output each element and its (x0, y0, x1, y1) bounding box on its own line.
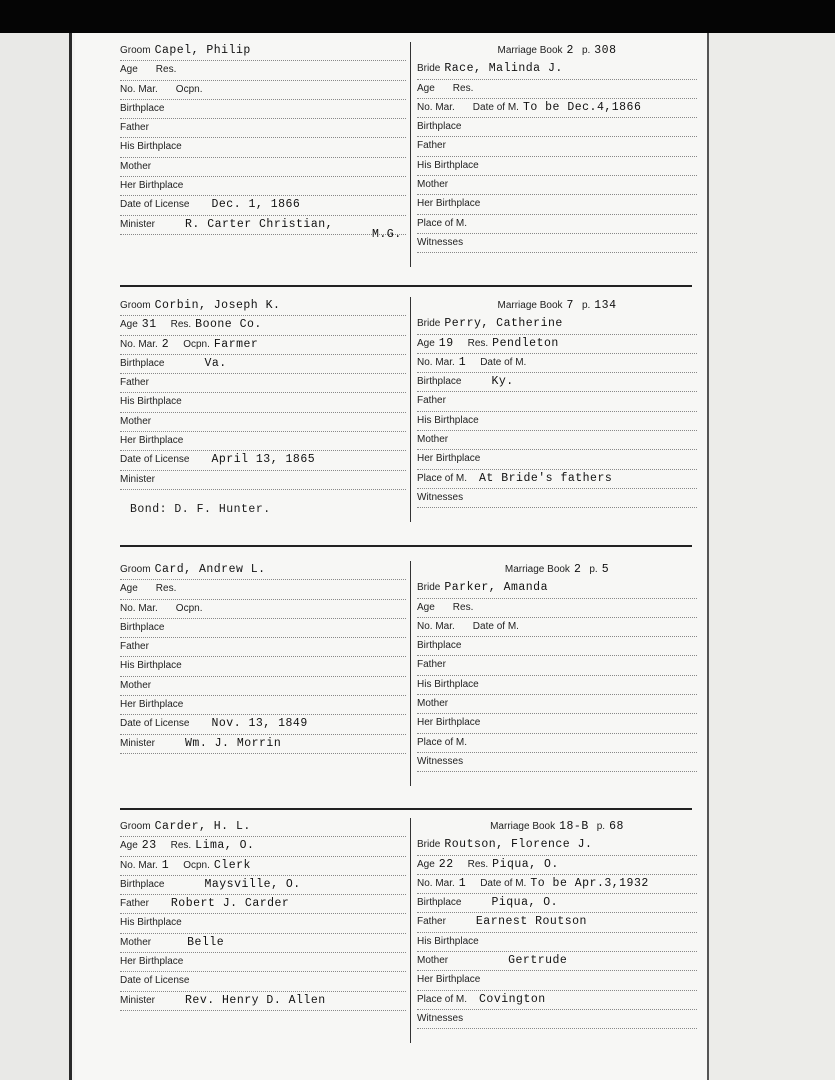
mother-row (120, 677, 406, 696)
res-value: Boone Co. (195, 318, 262, 332)
father-row (120, 119, 406, 138)
witnesses-row (417, 489, 697, 508)
his-birthplace-label: His Birthplace (120, 917, 182, 929)
bride-row (417, 579, 697, 598)
scan-top-border (0, 0, 835, 33)
page-value: 308 (594, 44, 617, 57)
ocpn-value: Farmer (213, 337, 259, 351)
no-mar-value: 1 (161, 858, 170, 872)
date-of-license-label: Date of License (120, 454, 190, 466)
res-label: Res. (452, 82, 474, 94)
ocpn-label: Ocpn. (183, 338, 210, 350)
groom-label: Groom (120, 45, 151, 56)
p-label: p. (589, 564, 598, 575)
res-label: Res. (467, 858, 489, 870)
bride-birthplace-row (417, 894, 697, 913)
place-of-m-label: Place of M. (417, 993, 468, 1005)
minister-suffix: M.G. (372, 228, 402, 241)
place-of-m-label: Place of M. (417, 736, 468, 748)
age-label: Age (417, 601, 435, 613)
groom-label: Groom (120, 564, 151, 575)
age-value: 31 (141, 318, 157, 332)
bride-his-birthplace-row (417, 412, 697, 431)
birthplace-row (120, 355, 406, 374)
minister-label: Minister (120, 994, 156, 1006)
bride-no-mar-value: 1 (458, 355, 467, 369)
birthplace-label: Birthplace (120, 102, 165, 114)
bride-no-mar-date-row (417, 99, 697, 118)
bond-note: Bond: D. F. Hunter. (130, 503, 271, 516)
date-of-license-value: Dec. 1, 1866 (211, 198, 301, 212)
bride-no-mar-value: 1 (458, 876, 467, 890)
age-res-row (120, 316, 406, 335)
minister-value: Wm. J. Morrin (185, 736, 282, 750)
age-label: Age (417, 82, 435, 94)
bride-mother-value: Gertrude (508, 954, 568, 968)
marriage-book-row (417, 818, 697, 836)
her-birthplace-row (120, 696, 406, 715)
bride-label: Bride (417, 582, 441, 594)
groom-value: Carder, H. L. (154, 820, 251, 833)
age-res-row (120, 61, 406, 80)
birthplace-value: Va. (204, 356, 227, 370)
bride-value: Perry, Catherine (444, 317, 563, 331)
no-mar-ocpn-row (120, 81, 406, 100)
bride-mother-row (417, 431, 697, 450)
res-value: Lima, O. (195, 839, 255, 853)
bride-father-row (417, 392, 697, 411)
p-label: p. (581, 300, 591, 311)
father-label: Father (417, 659, 446, 671)
witnesses-row (417, 1010, 697, 1029)
no-mar-ocpn-row (120, 600, 406, 619)
marriage-book-label: Marriage Book (497, 45, 563, 56)
bride-her-birthplace-row (417, 714, 697, 733)
mother-label: Mother (417, 434, 449, 446)
date-of-license-row (120, 451, 406, 470)
minister-row (120, 735, 406, 754)
her-birthplace-row (120, 177, 406, 196)
bride-res-value: Pendleton (492, 336, 559, 350)
father-label: Father (120, 898, 149, 910)
bride-value: Parker, Amanda (444, 581, 548, 595)
marriage-record (120, 42, 770, 282)
age-label: Age (120, 64, 138, 76)
minister-row (120, 992, 406, 1011)
father-row (120, 638, 406, 657)
bride-row (417, 60, 697, 79)
bride-birthplace-row (417, 637, 697, 656)
bride-mother-row (417, 695, 697, 714)
his-birthplace-label: His Birthplace (417, 935, 479, 947)
bride-res-value: Piqua, O. (492, 857, 559, 871)
age-label: Age (120, 583, 138, 595)
bride-value: Routson, Florence J. (444, 838, 593, 852)
groom-row (120, 42, 406, 61)
ocpn-label: Ocpn. (175, 602, 203, 614)
mother-label: Mother (417, 698, 449, 710)
date-of-license-label: Date of License (120, 199, 190, 211)
birthplace-label: Birthplace (417, 121, 462, 133)
his-birthplace-label: His Birthplace (417, 678, 479, 690)
birthplace-label: Birthplace (120, 357, 165, 369)
no-mar-label: No. Mar. (417, 620, 455, 632)
date-of-m-label: Date of M. (480, 356, 527, 368)
bride-father-row (417, 137, 697, 156)
ocpn-label: Ocpn. (183, 859, 210, 871)
witnesses-label: Witnesses (417, 491, 464, 503)
bride-column (410, 561, 701, 786)
place-of-m-row (417, 734, 697, 753)
marriage-book-row (417, 42, 697, 60)
her-birthplace-label: Her Birthplace (120, 435, 184, 447)
age-res-row (120, 837, 406, 856)
bride-column (410, 42, 701, 267)
groom-row (120, 297, 406, 316)
minister-row (120, 216, 406, 235)
mother-label: Mother (120, 415, 152, 427)
res-label: Res. (155, 64, 177, 76)
her-birthplace-row (120, 432, 406, 451)
place-of-m-label: Place of M. (417, 472, 468, 484)
res-label: Res. (170, 840, 192, 852)
bride-father-value: Earnest Routson (475, 915, 587, 929)
father-label: Father (120, 377, 149, 389)
page-value: 134 (594, 299, 617, 312)
record-separator (120, 545, 692, 547)
her-birthplace-row (120, 953, 406, 972)
marriage-record (120, 297, 770, 537)
mother-row (120, 934, 406, 953)
ocpn-label: Ocpn. (175, 83, 203, 95)
age-value: 23 (141, 839, 157, 853)
bride-label: Bride (417, 318, 441, 330)
bride-age-res-row (417, 80, 697, 99)
bride-column (410, 297, 701, 522)
no-mar-label: No. Mar. (120, 83, 158, 95)
bride-row (417, 836, 697, 855)
father-label: Father (120, 122, 149, 134)
date-of-m-value: To be Dec.4,1866 (522, 100, 642, 114)
witnesses-label: Witnesses (417, 755, 464, 767)
date-of-m-label: Date of M. (480, 877, 527, 889)
bride-row (417, 315, 697, 334)
res-label: Res. (452, 601, 474, 613)
his-birthplace-label: His Birthplace (417, 414, 479, 426)
father-label: Father (417, 916, 446, 928)
bride-her-birthplace-row (417, 450, 697, 469)
marriage-book-row (417, 297, 697, 315)
date-of-license-label: Date of License (120, 975, 190, 987)
groom-column (120, 561, 410, 754)
p-label: p. (596, 821, 606, 832)
bride-birthplace-value: Piqua, O. (491, 896, 559, 910)
date-of-license-row (120, 972, 406, 991)
bride-age-res-row (417, 335, 697, 354)
date-of-license-row (120, 715, 406, 734)
minister-label: Minister (120, 218, 156, 230)
no-mar-label: No. Mar. (417, 877, 455, 889)
minister-value: R. Carter Christian, (185, 217, 334, 231)
her-birthplace-label: Her Birthplace (417, 198, 481, 210)
date-of-license-value: Nov. 13, 1849 (211, 717, 308, 731)
bride-no-mar-date-row (417, 875, 697, 894)
bride-column (410, 818, 701, 1043)
birthplace-row (120, 619, 406, 638)
her-birthplace-label: Her Birthplace (120, 699, 184, 711)
bride-no-mar-date-row (417, 354, 697, 373)
groom-column (120, 818, 410, 1011)
his-birthplace-row (120, 138, 406, 157)
bride-her-birthplace-row (417, 195, 697, 214)
father-label: Father (120, 641, 149, 653)
birthplace-label: Birthplace (417, 376, 462, 388)
minister-value: Rev. Henry D. Allen (185, 993, 326, 1007)
bride-label: Bride (417, 839, 441, 851)
no-mar-label: No. Mar. (120, 859, 158, 871)
bride-his-birthplace-row (417, 157, 697, 176)
date-of-m-label: Date of M. (472, 101, 519, 113)
mother-label: Mother (120, 160, 152, 172)
groom-column (120, 42, 410, 241)
no-mar-label: No. Mar. (417, 356, 455, 368)
no-mar-ocpn-row (120, 857, 406, 876)
marriage-book-label: Marriage Book (497, 300, 563, 311)
her-birthplace-label: Her Birthplace (120, 180, 184, 192)
birthplace-label: Birthplace (120, 621, 165, 633)
his-birthplace-row (120, 657, 406, 676)
witnesses-row (417, 234, 697, 253)
father-label: Father (417, 395, 446, 407)
no-mar-ocpn-row (120, 336, 406, 355)
bride-birthplace-row (417, 118, 697, 137)
mother-label: Mother (120, 936, 152, 948)
place-of-m-value: Covington (479, 992, 546, 1006)
place-of-m-row (417, 470, 697, 489)
his-birthplace-row (120, 393, 406, 412)
place-of-m-label: Place of M. (417, 217, 468, 229)
minister-label: Minister (120, 737, 156, 749)
birthplace-label: Birthplace (417, 640, 462, 652)
ocpn-value: Clerk (213, 858, 251, 872)
bride-father-row (417, 656, 697, 675)
age-label: Age (417, 858, 435, 870)
witnesses-label: Witnesses (417, 236, 464, 248)
book-value: 7 (566, 299, 574, 312)
mother-label: Mother (417, 955, 449, 967)
minister-label: Minister (120, 473, 156, 485)
her-birthplace-label: Her Birthplace (417, 453, 481, 465)
his-birthplace-row (120, 914, 406, 933)
father-row (120, 374, 406, 393)
groom-value: Corbin, Joseph K. (154, 299, 281, 312)
bride-label: Bride (417, 63, 441, 75)
page-value: 5 (601, 563, 610, 576)
marriage-book-label: Marriage Book (504, 564, 570, 575)
groom-value: Card, Andrew L. (154, 563, 266, 576)
place-of-m-row (417, 215, 697, 234)
place-of-m-row (417, 991, 697, 1010)
marriage-book-label: Marriage Book (490, 821, 556, 832)
birthplace-value: Maysville, O. (204, 877, 301, 891)
father-value: Robert J. Carder (170, 897, 290, 911)
book-value: 2 (573, 563, 582, 576)
res-label: Res. (155, 583, 177, 595)
bride-birthplace-row (417, 373, 697, 392)
witnesses-row (417, 753, 697, 772)
bride-age-value: 19 (438, 336, 454, 350)
his-birthplace-label: His Birthplace (120, 396, 182, 408)
his-birthplace-label: His Birthplace (120, 660, 182, 672)
her-birthplace-label: Her Birthplace (417, 974, 481, 986)
date-of-license-label: Date of License (120, 718, 190, 730)
birthplace-row (120, 100, 406, 119)
page-value: 68 (609, 820, 624, 833)
p-label: p. (581, 45, 591, 56)
bride-age-res-row (417, 599, 697, 618)
father-label: Father (417, 140, 446, 152)
date-of-license-row (120, 196, 406, 215)
marriage-record (120, 818, 770, 1058)
birthplace-label: Birthplace (120, 878, 165, 890)
age-label: Age (417, 337, 435, 349)
minister-row (120, 471, 406, 490)
birthplace-label: Birthplace (417, 897, 462, 909)
bride-his-birthplace-row (417, 676, 697, 695)
his-birthplace-label: His Birthplace (120, 141, 182, 153)
groom-row (120, 818, 406, 837)
res-label: Res. (170, 319, 192, 331)
bride-birthplace-value: Ky. (491, 375, 514, 389)
father-row (120, 895, 406, 914)
record-separator (120, 808, 692, 810)
bride-age-res-row (417, 856, 697, 875)
her-birthplace-label: Her Birthplace (417, 717, 481, 729)
groom-label: Groom (120, 300, 151, 311)
scan-left-margin (0, 33, 72, 1080)
no-mar-label: No. Mar. (417, 101, 455, 113)
res-label: Res. (467, 337, 489, 349)
no-mar-label: No. Mar. (120, 602, 158, 614)
age-res-row (120, 580, 406, 599)
mother-label: Mother (120, 679, 152, 691)
record-separator (120, 285, 692, 287)
groom-column (120, 297, 410, 490)
her-birthplace-label: Her Birthplace (120, 956, 184, 968)
bride-mother-row (417, 176, 697, 195)
groom-row (120, 561, 406, 580)
marriage-record (120, 561, 770, 801)
bride-her-birthplace-row (417, 971, 697, 990)
no-mar-value: 2 (161, 337, 170, 351)
age-label: Age (120, 319, 138, 331)
groom-value: Capel, Philip (154, 44, 251, 57)
date-of-m-value: To be Apr.3,1932 (530, 876, 649, 890)
bride-age-value: 22 (438, 857, 454, 871)
birthplace-row (120, 876, 406, 895)
book-value: 18-B (559, 820, 589, 833)
mother-label: Mother (417, 179, 449, 191)
bride-no-mar-date-row (417, 618, 697, 637)
book-value: 2 (566, 44, 574, 57)
marriage-book-row (417, 561, 697, 579)
bride-father-row (417, 913, 697, 932)
bride-his-birthplace-row (417, 933, 697, 952)
date-of-m-label: Date of M. (472, 620, 519, 632)
place-of-m-value: At Bride's fathers (479, 471, 613, 485)
mother-row (120, 413, 406, 432)
mother-value: Belle (187, 935, 225, 949)
his-birthplace-label: His Birthplace (417, 159, 479, 171)
witnesses-label: Witnesses (417, 1012, 464, 1024)
bride-value: Race, Malinda J. (444, 62, 563, 76)
groom-label: Groom (120, 821, 151, 832)
bride-mother-row (417, 952, 697, 971)
no-mar-label: No. Mar. (120, 338, 158, 350)
age-label: Age (120, 840, 138, 852)
mother-row (120, 158, 406, 177)
date-of-license-value: April 13, 1865 (211, 453, 316, 467)
